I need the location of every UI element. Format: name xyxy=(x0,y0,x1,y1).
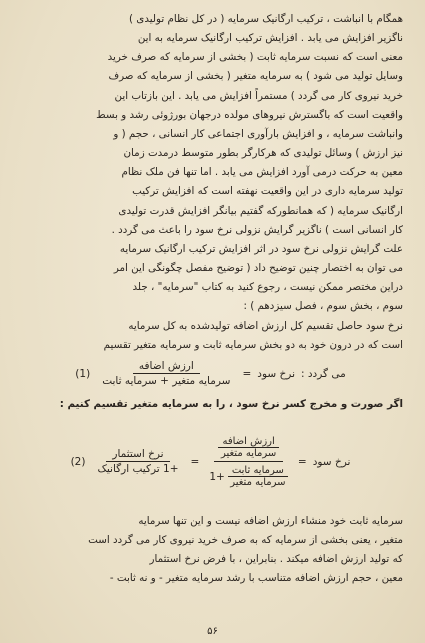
formula-1-lhs: نرخ سود xyxy=(257,367,295,380)
formula-2-rhs-denominator: +1 ترکیب ارگانیک xyxy=(97,463,179,476)
text-line: معنی است که نسبت سرمایه ثابت ( بخشی از سرمایه که صرف خرید xyxy=(107,51,403,64)
formula-2-denominator xyxy=(205,462,292,490)
text-line: سرمایه ثابت خود منشاء ارزش اضافه نیست و این تنها سرمایه xyxy=(138,514,403,527)
formula-2-equals-1: = xyxy=(297,455,307,468)
formula-2-numerator xyxy=(214,433,282,462)
bridge-text: اگر صورت و مخرج کسر نرخ سود ، را به سرمایه متغیر تقسیم کنیم : xyxy=(59,397,403,410)
text-line: وانباشت سرمایه ، و افزایش بارآوری اجتماعی کار انسانی ، حجم ( و xyxy=(113,127,403,140)
formula-1-prefix: می گردد : xyxy=(301,367,346,380)
text-line: وسایل تولید می شود ) به سرمایه متغیر ( بخشی از سرمایه که صرف xyxy=(108,70,403,83)
text-line: معین ، حجم ارزش اضافه متناسب با رشد سرمایه متغیر - و نه ثابت - xyxy=(109,572,403,585)
paragraph-profit-rate xyxy=(18,317,403,355)
formula-2-den-group xyxy=(209,465,288,488)
text-line: علت گرایش نزولی نرخ سود در اثر افزایش ترکیب ارگانیک سرمایه xyxy=(119,242,403,255)
formula-2-den-top: سرمایه ثابت xyxy=(228,465,288,477)
formula-2-den-bottom: سرمایه متغیر xyxy=(230,477,286,489)
formula-2-rhs-numerator: نرخ استثمار xyxy=(106,448,169,462)
text-line: دراین مختصر ممکن نیست ، رجوع کنید به کتاب "سرمایه" ، جلد xyxy=(132,281,403,294)
formula-2-middle-fraction xyxy=(205,433,292,490)
formula-1 xyxy=(18,357,403,391)
formula-1-numerator: ارزش اضافه xyxy=(133,360,200,374)
formula-2-equals-2: = xyxy=(190,455,200,468)
formula-2-right-fraction xyxy=(91,448,184,475)
text-line: خرید نیروی کار می گردد ) مستمراً افزایش می یابد . این بازتاب این xyxy=(114,89,403,102)
formula-2-num-nested xyxy=(218,436,278,459)
text-line: می توان به اختصار چنین توضیح داد ( توضیح مفصل چگونگی این امر xyxy=(113,262,403,275)
text-line: نرخ سود حاصل تقسیم کل ارزش اضافه تولیدشده به کل سرمایه xyxy=(128,319,403,332)
page-number: ۵۶ xyxy=(207,626,218,637)
formula-2-label: (2) xyxy=(70,455,86,468)
formula-2 xyxy=(18,416,403,508)
formula-1-denominator: سرمایه متغیر + سرمایه ثابت xyxy=(102,375,231,388)
text-line: همگام با انباشت ، ترکیب ارگانیک سرمایه ( در کل نظام تولیدی ) xyxy=(129,13,403,25)
paragraph-constant-capital xyxy=(18,512,403,589)
paragraph-intro xyxy=(18,10,403,317)
text-line: که تولید ارزش اضافه میکند . بنابراین ، با فرض نرخ استثمار xyxy=(149,553,403,566)
formula-2-num-top: ارزش اضافه xyxy=(218,436,278,448)
formula-2-num-bottom: سرمایه متغیر xyxy=(220,448,277,460)
formula-1-label: (1) xyxy=(75,367,91,380)
formula-2-den-nested xyxy=(228,465,288,488)
text-line: نیز ارزش ) وسائل تولیدی که هرکارگر بطور متوسط درمدت زمان xyxy=(123,147,403,160)
text-line: است که در درون خود به دو بخش سرمایه ثابت و سرمایه متغیر تقسیم xyxy=(103,338,403,351)
text-line: متغیر ، یعنی بخشی از سرمایه که به صرف خرید نیروی کار می گردد است xyxy=(88,534,403,547)
formula-1-fraction xyxy=(96,360,236,387)
bridge-text-block xyxy=(18,395,403,414)
text-line: تولید سرمایه داری در این واقعیت نهفته است که افزایش ترکیب xyxy=(132,185,403,198)
formula-2-lhs: نرخ سود xyxy=(312,455,351,468)
formula-2-den-plus: +1 xyxy=(209,470,225,483)
text-line: ارگانیک سرمایه ( که همانطورکه گفتیم بیانگر افزایش قدرت تولیدی xyxy=(118,204,403,217)
text-line: کار انسانی است ) ناگزیر گرایش نزولی نرخ سود را باعث می گردد . xyxy=(111,223,403,236)
text-line: معین به حرکت درمی آورد افزایش می یابد . اما تنها فن ملک نظام xyxy=(121,166,403,179)
text-line: ناگزیر افزایش می یابد . افزایش ترکیب ارگانیک سرمایه به این xyxy=(137,32,403,45)
formula-1-equals: = xyxy=(242,367,252,380)
text-line: واقعیت است که باگسترش نیروهای مولده درجهان بورژوئی رشد و بسط xyxy=(96,108,403,121)
text-line: سوم ، بخش سوم ، فصل سیزدهم ) : xyxy=(243,300,403,313)
